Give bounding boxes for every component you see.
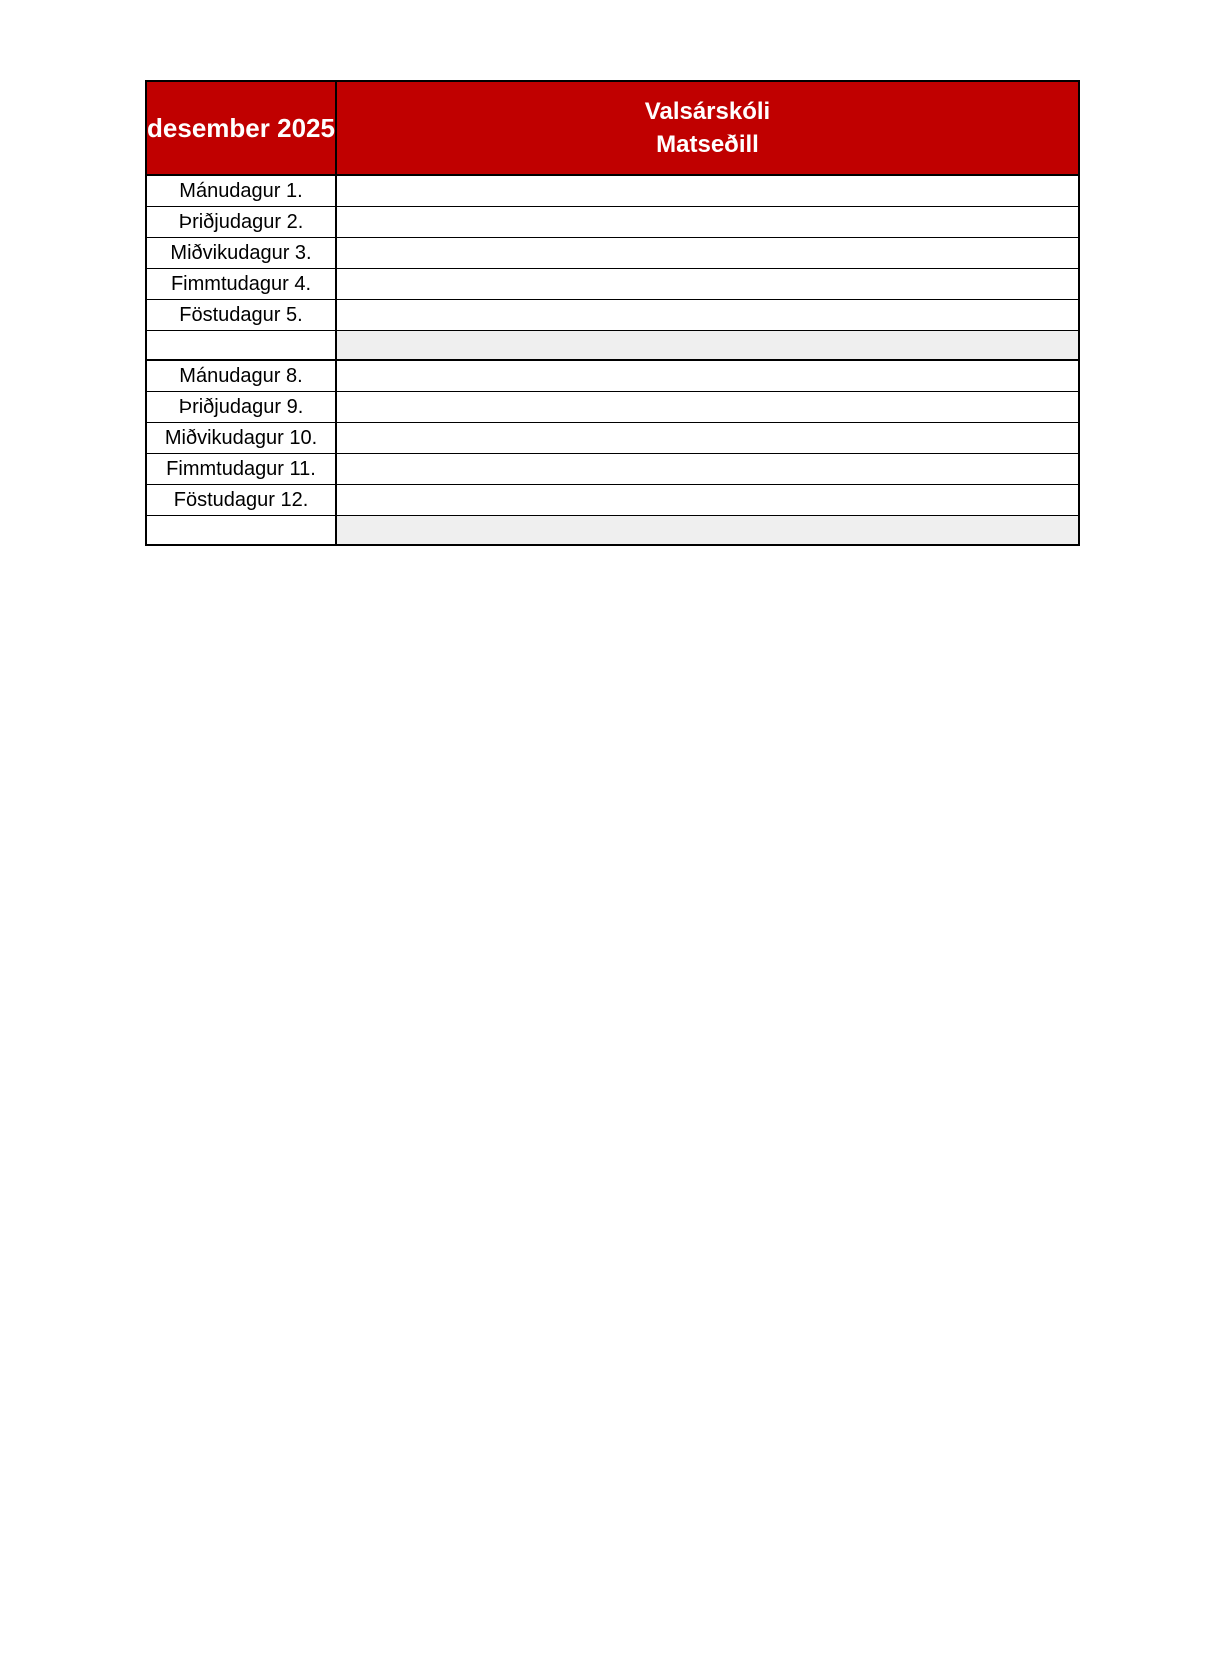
- day-cell: Þriðjudagur 2.: [146, 207, 336, 238]
- table-row: [146, 238, 1079, 269]
- table-row: [146, 392, 1079, 423]
- table-row: [146, 175, 1079, 207]
- table-row: [146, 423, 1079, 454]
- spacer-row: [146, 331, 1079, 361]
- day-cell: Mánudagur 1.: [146, 175, 336, 207]
- day-cell: Fimmtudagur 11.: [146, 454, 336, 485]
- day-cell: Föstudagur 12.: [146, 485, 336, 516]
- school-name: Valsárskóli: [644, 98, 771, 125]
- menu-cell: [336, 300, 1079, 331]
- menu-cell: [336, 485, 1079, 516]
- menu-cell: [336, 207, 1079, 238]
- menu-rows: [146, 175, 1079, 545]
- day-cell: Mánudagur 8.: [146, 360, 336, 392]
- table-row: [146, 360, 1079, 392]
- day-cell: Miðvikudagur 10.: [146, 423, 336, 454]
- menu-cell: [336, 392, 1079, 423]
- table-row: [146, 485, 1079, 516]
- menu-cell: [336, 454, 1079, 485]
- menu-cell: [336, 360, 1079, 392]
- menu-subtitle: Matseðill: [656, 131, 759, 158]
- menu-cell: [336, 175, 1079, 207]
- spacer-row: [146, 516, 1079, 546]
- menu-cell: [336, 238, 1079, 269]
- day-cell: Miðvikudagur 3.: [146, 238, 336, 269]
- empty-day-cell: [146, 516, 336, 546]
- table-row: [146, 454, 1079, 485]
- month-header: desember 2025: [146, 81, 336, 175]
- table-row: [146, 269, 1079, 300]
- empty-cell: [336, 331, 1079, 361]
- menu-cell: [336, 423, 1079, 454]
- table-row: [146, 207, 1079, 238]
- menu-cell: [336, 269, 1079, 300]
- day-cell: Þriðjudagur 9.: [146, 392, 336, 423]
- header-row: [146, 81, 1079, 175]
- day-cell: Föstudagur 5.: [146, 300, 336, 331]
- menu-table: [145, 80, 1080, 546]
- day-cell: Fimmtudagur 4.: [146, 269, 336, 300]
- empty-cell: [336, 516, 1079, 546]
- empty-day-cell: [146, 331, 336, 361]
- table-row: [146, 300, 1079, 331]
- school-header: [336, 81, 1079, 175]
